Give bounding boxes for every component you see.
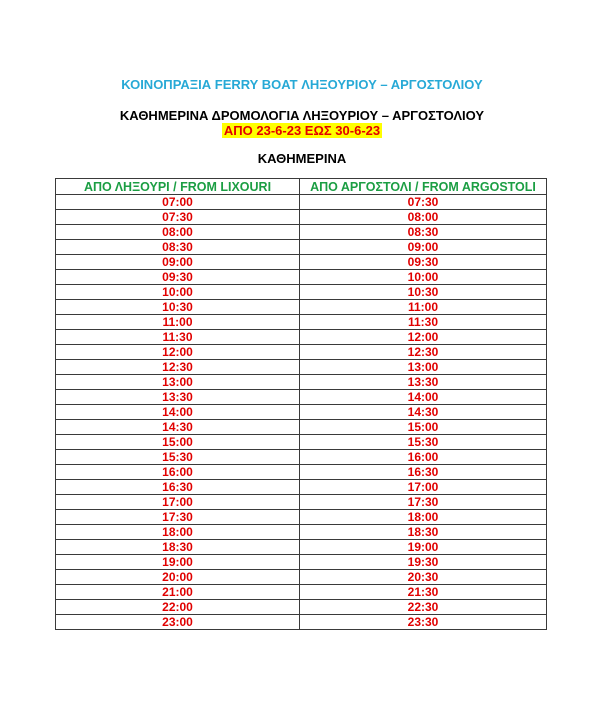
departure-time-argostoli: 17:30 — [300, 495, 547, 510]
table-row — [56, 225, 547, 240]
departure-time-lixouri: 16:00 — [56, 465, 300, 480]
departure-time-lixouri: 19:00 — [56, 555, 300, 570]
departure-time-lixouri: 23:00 — [56, 615, 300, 630]
departure-time-argostoli: 08:30 — [300, 225, 547, 240]
departure-time-lixouri: 11:30 — [56, 330, 300, 345]
table-row — [56, 405, 547, 420]
departure-time-argostoli: 18:00 — [300, 510, 547, 525]
departure-time-lixouri: 08:00 — [56, 225, 300, 240]
departure-time-argostoli: 15:00 — [300, 420, 547, 435]
departure-time-argostoli: 15:30 — [300, 435, 547, 450]
departure-time-argostoli: 10:00 — [300, 270, 547, 285]
departure-time-argostoli: 16:00 — [300, 450, 547, 465]
departure-time-argostoli: 14:00 — [300, 390, 547, 405]
column-header-from-lixouri: ΑΠΟ ΛΗΞΟΥΡΙ / FROM LIXOURI — [56, 179, 300, 195]
table-row — [56, 525, 547, 540]
departure-time-argostoli: 14:30 — [300, 405, 547, 420]
table-row — [56, 345, 547, 360]
departure-time-argostoli: 19:00 — [300, 540, 547, 555]
table-row — [56, 600, 547, 615]
table-row — [56, 495, 547, 510]
departure-time-lixouri: 08:30 — [56, 240, 300, 255]
schedule-heading: ΚΑΘΗΜΕΡΙΝΑ ΔΡΟΜΟΛΟΓΙΑ ΛΗΞΟΥΡΙΟΥ – ΑΡΓΟΣΤΟΛΙΟΥ — [119, 108, 485, 123]
departure-time-lixouri: 15:00 — [56, 435, 300, 450]
schedule-body — [56, 195, 547, 630]
table-header-row — [56, 179, 547, 195]
departure-time-lixouri: 13:30 — [56, 390, 300, 405]
table-row — [56, 570, 547, 585]
table-row — [56, 360, 547, 375]
departure-time-argostoli: 13:30 — [300, 375, 547, 390]
departure-time-argostoli: 12:00 — [300, 330, 547, 345]
departure-time-lixouri: 12:00 — [56, 345, 300, 360]
table-row — [56, 315, 547, 330]
departure-time-lixouri: 22:00 — [56, 600, 300, 615]
table-row — [56, 555, 547, 570]
table-row — [56, 480, 547, 495]
departure-time-lixouri: 13:00 — [56, 375, 300, 390]
table-row — [56, 210, 547, 225]
departure-time-argostoli: 23:30 — [300, 615, 547, 630]
table-row — [56, 330, 547, 345]
table-row — [56, 255, 547, 270]
table-row — [56, 270, 547, 285]
departure-time-lixouri: 18:00 — [56, 525, 300, 540]
departure-time-argostoli: 09:30 — [300, 255, 547, 270]
departure-time-lixouri: 10:00 — [56, 285, 300, 300]
table-row — [56, 420, 547, 435]
departure-time-lixouri: 12:30 — [56, 360, 300, 375]
departure-time-lixouri: 20:00 — [56, 570, 300, 585]
departure-time-argostoli: 13:00 — [300, 360, 547, 375]
departure-time-argostoli: 12:30 — [300, 345, 547, 360]
table-row — [56, 510, 547, 525]
departure-time-argostoli: 09:00 — [300, 240, 547, 255]
departure-time-lixouri: 16:30 — [56, 480, 300, 495]
table-row — [56, 450, 547, 465]
departure-time-lixouri: 14:00 — [56, 405, 300, 420]
departure-time-lixouri: 09:00 — [56, 255, 300, 270]
table-row — [56, 390, 547, 405]
table-row — [56, 465, 547, 480]
departure-time-lixouri: 09:30 — [56, 270, 300, 285]
departure-time-lixouri: 11:00 — [56, 315, 300, 330]
table-row — [56, 615, 547, 630]
table-row — [56, 240, 547, 255]
departure-time-argostoli: 11:30 — [300, 315, 547, 330]
departure-time-argostoli: 10:30 — [300, 285, 547, 300]
table-row — [56, 540, 547, 555]
date-range: ΑΠΟ 23-6-23 ΕΩΣ 30-6-23 — [223, 123, 381, 138]
departure-time-lixouri: 07:30 — [56, 210, 300, 225]
departure-time-argostoli: 08:00 — [300, 210, 547, 225]
departure-time-lixouri: 18:30 — [56, 540, 300, 555]
table-row — [56, 195, 547, 210]
departure-time-lixouri: 21:00 — [56, 585, 300, 600]
schedule-subheading: ΚΑΘΗΜΕΡΙΝΑ — [257, 151, 347, 166]
departure-time-argostoli: 17:00 — [300, 480, 547, 495]
table-row — [56, 585, 547, 600]
departure-time-lixouri: 14:30 — [56, 420, 300, 435]
schedule-table — [55, 178, 547, 630]
date-range-wrapper — [0, 122, 604, 140]
departure-time-argostoli: 22:30 — [300, 600, 547, 615]
departure-time-argostoli: 16:30 — [300, 465, 547, 480]
departure-time-lixouri: 10:30 — [56, 300, 300, 315]
company-title: ΚΟΙΝΟΠΡΑΞΙΑ FERRY BOAT ΛΗΞΟΥΡΙΟΥ – ΑΡΓΟΣΤΟΛΙΟΥ — [121, 77, 483, 92]
column-header-from-argostoli: ΑΠΟ ΑΡΓΟΣΤΟΛΙ / FROM ARGOSTOLI — [300, 179, 547, 195]
departure-time-argostoli: 19:30 — [300, 555, 547, 570]
table-row — [56, 285, 547, 300]
departure-time-argostoli: 20:30 — [300, 570, 547, 585]
departure-time-argostoli: 18:30 — [300, 525, 547, 540]
table-row — [56, 375, 547, 390]
table-row — [56, 435, 547, 450]
departure-time-argostoli: 11:00 — [300, 300, 547, 315]
departure-time-lixouri: 15:30 — [56, 450, 300, 465]
departure-time-argostoli: 21:30 — [300, 585, 547, 600]
departure-time-lixouri: 17:30 — [56, 510, 300, 525]
departure-time-argostoli: 07:30 — [300, 195, 547, 210]
departure-time-lixouri: 17:00 — [56, 495, 300, 510]
table-row — [56, 300, 547, 315]
departure-time-lixouri: 07:00 — [56, 195, 300, 210]
